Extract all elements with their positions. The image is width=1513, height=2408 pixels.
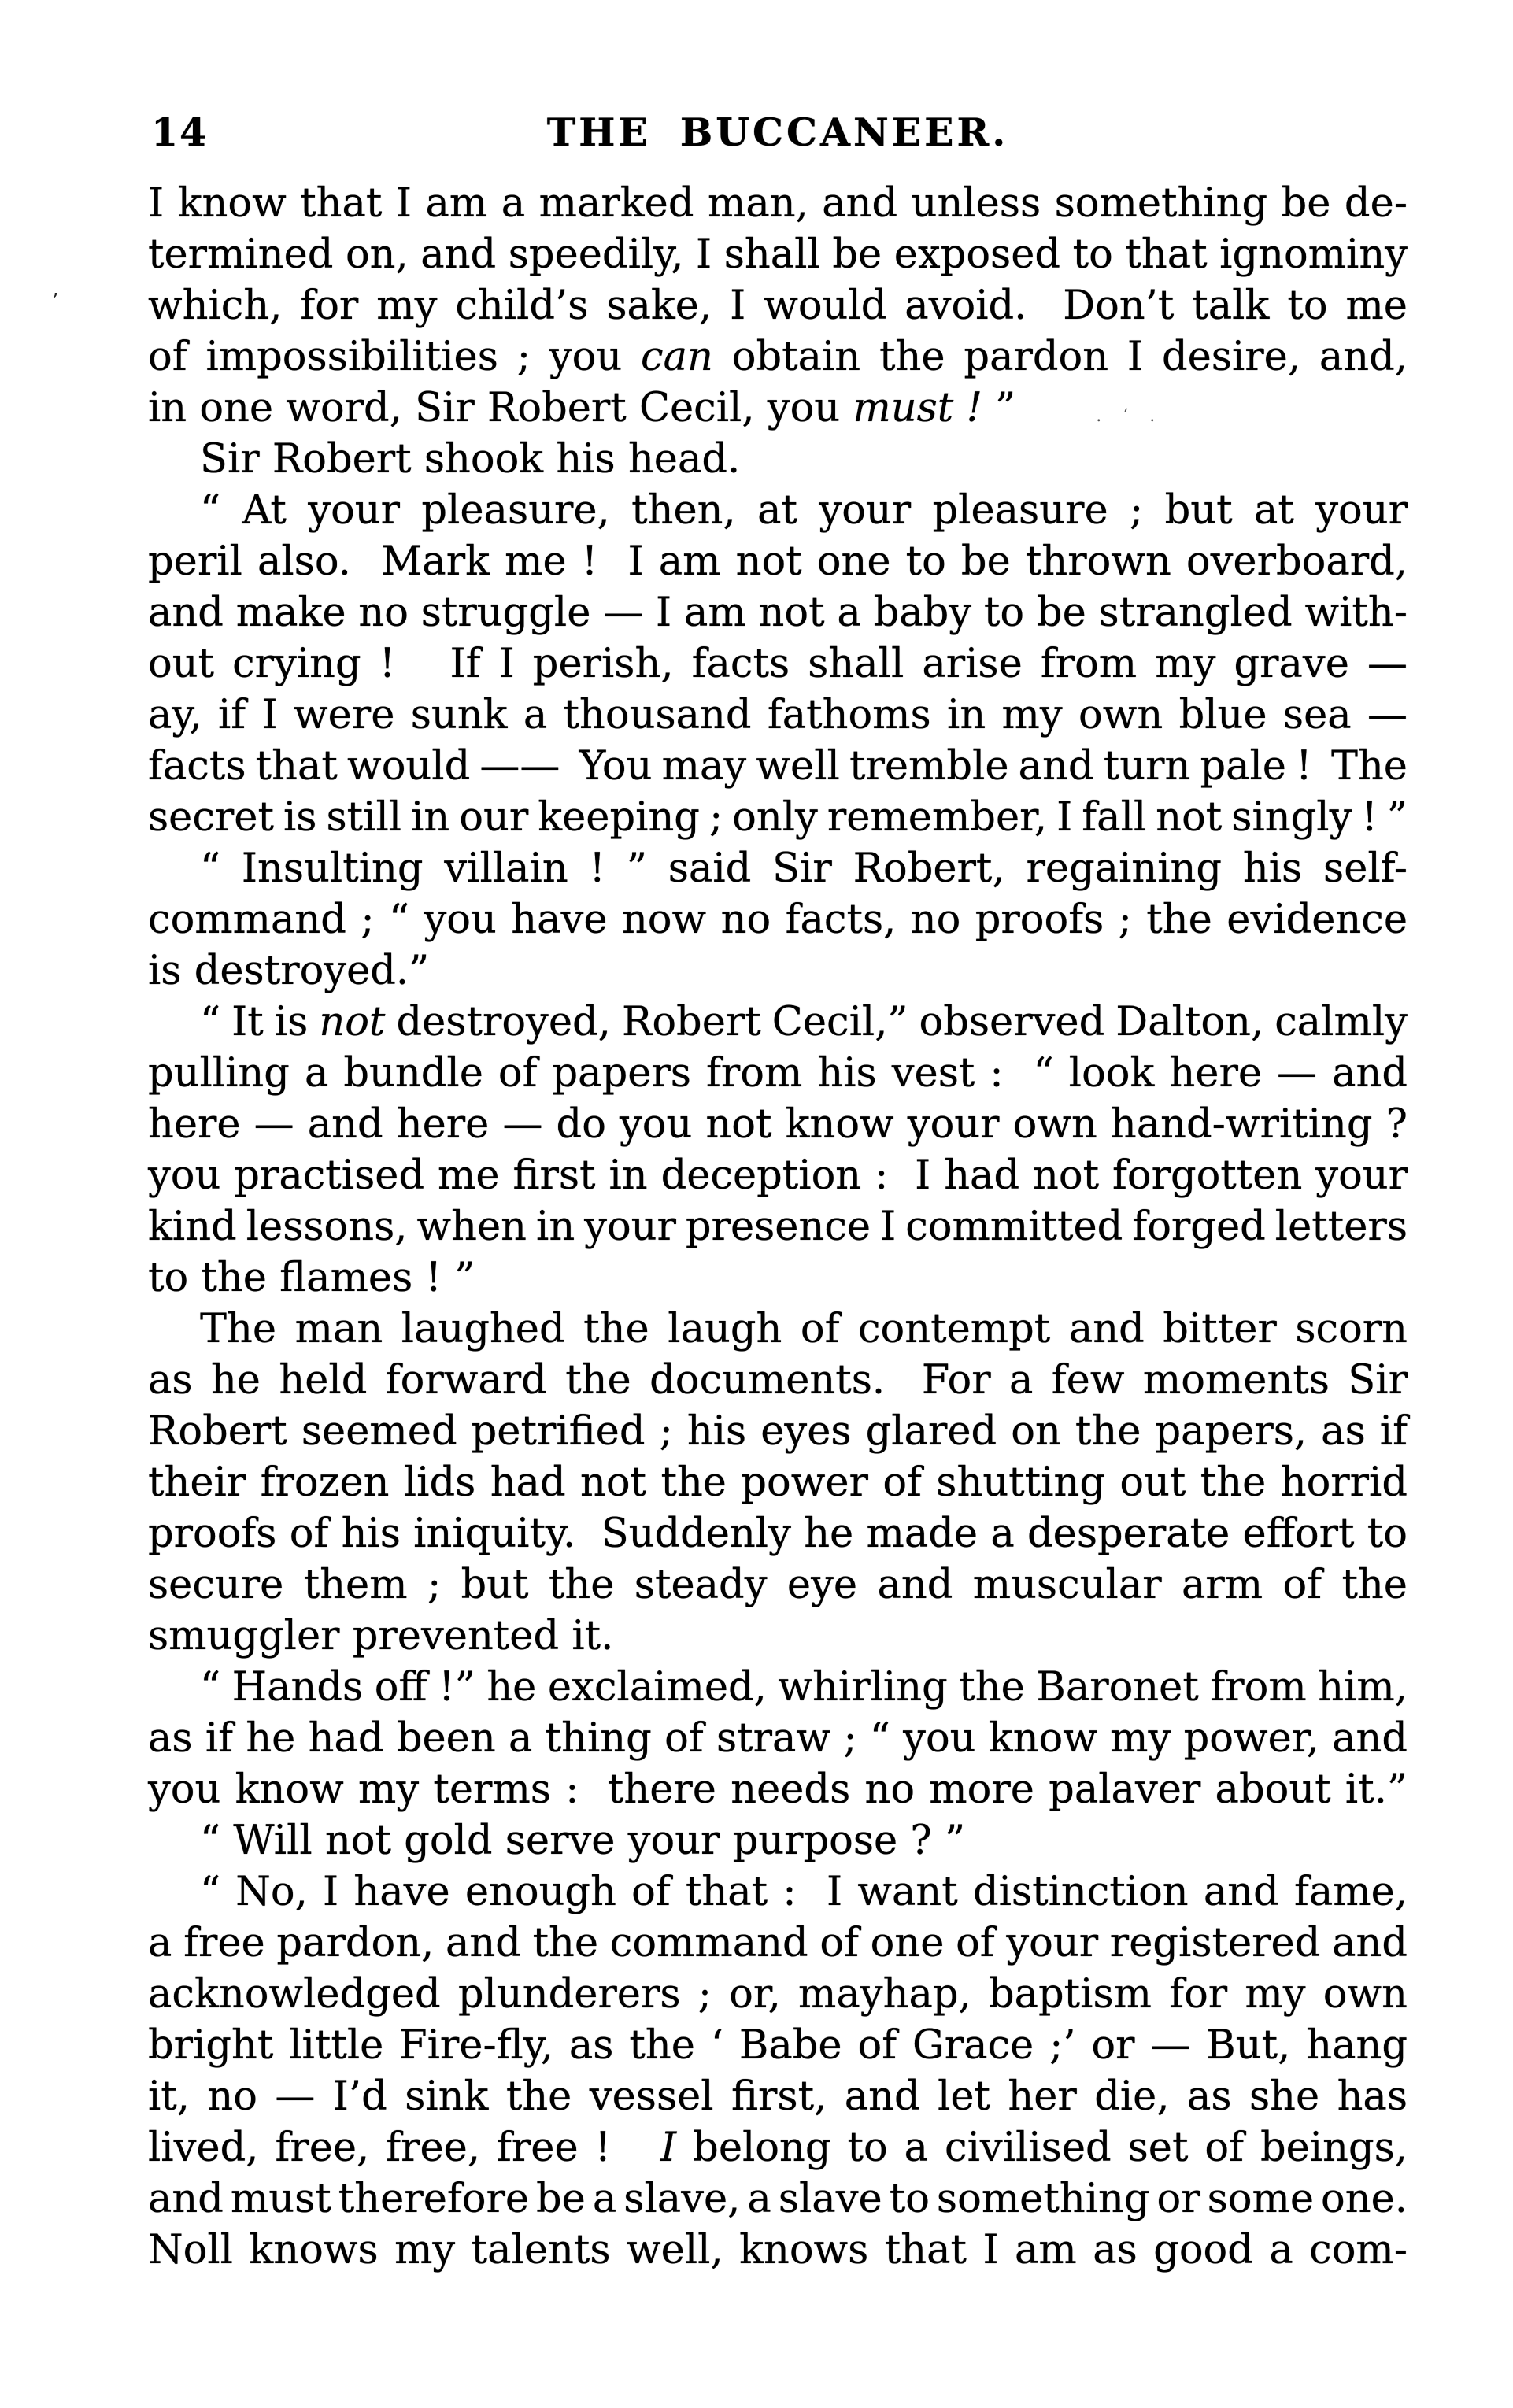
italic-text: must ! xyxy=(853,385,982,431)
text-line xyxy=(148,383,1408,434)
text-segment: “ At your pleasure, then, at your pleasure ; but at your xyxy=(200,487,1408,534)
text-line xyxy=(148,178,1408,229)
italic-text: can xyxy=(641,334,713,380)
line-content xyxy=(200,1818,965,1864)
text-segment: a free pardon, and the command of one of your registered and xyxy=(148,1920,1408,1966)
text-segment: it, no — I’d sink the vessel first, and let her die, as she has xyxy=(148,2073,1408,2120)
text-line xyxy=(148,1713,1408,1764)
text-segment: “ Will not gold serve your purpose ? ” xyxy=(200,1818,966,1864)
text-segment: kind lessons, when in your presence I committed forged letters xyxy=(148,1204,1408,1250)
line-content xyxy=(200,436,740,483)
line-content xyxy=(148,538,1408,585)
italic-text: not xyxy=(319,999,386,1045)
text-segment: acknowledged plunderers ; or, mayhap, baptism for my own xyxy=(148,1971,1408,2018)
text-segment: obtain the pardon I desire, and, xyxy=(712,334,1408,380)
text-line xyxy=(148,1815,1408,1866)
line-content xyxy=(148,2073,1408,2120)
text-segment: “ No, I have enough of that : I want distinction and fame, xyxy=(200,1869,1408,1915)
line-content xyxy=(148,897,1408,943)
text-segment: The man laughed the laugh of contempt and bitter scorn xyxy=(200,1306,1408,1352)
text-line xyxy=(148,587,1408,638)
text-line xyxy=(148,1866,1408,1918)
page-number: 14 xyxy=(151,109,209,155)
text-segment: proofs of his iniquity. Suddenly he made a desperate effort to xyxy=(148,1511,1408,1557)
line-content xyxy=(148,1766,1408,1813)
text-line xyxy=(148,997,1408,1048)
text-segment: smuggler prevented it. xyxy=(148,1613,614,1659)
line-content xyxy=(148,385,1163,431)
text-segment: is destroyed.” xyxy=(148,948,430,994)
text-segment: you practised me first in deception : I had not forgotten your xyxy=(148,1152,1408,1199)
text-line xyxy=(148,2071,1408,2122)
text-segment: “ Hands off !” he exclaimed, whirling the Baronet from him, xyxy=(200,1664,1408,1711)
line-content xyxy=(148,590,1408,636)
text-segment: termined on, and speedily, I shall be exposed to that ignominy xyxy=(148,231,1408,278)
text-line xyxy=(148,945,1408,997)
text-line xyxy=(148,843,1408,894)
text-line xyxy=(148,2020,1408,2071)
line-content xyxy=(148,1511,1408,1557)
line-content xyxy=(148,2227,1408,2273)
text-segment: bright little Fire-fly, as the ‘ Babe of Grace ;’ or — But, hang xyxy=(148,2022,1408,2069)
line-content xyxy=(148,1562,1408,1608)
text-segment: secret is still in our keeping ; only remember, I fall not singly ! ” xyxy=(148,794,1408,841)
text-line xyxy=(148,1457,1408,1508)
line-content xyxy=(148,1152,1408,1199)
line-content xyxy=(148,641,1408,687)
text-segment: in one word, Sir Robert Cecil, you xyxy=(148,385,853,431)
text-line xyxy=(148,1406,1408,1457)
line-content xyxy=(200,1306,1408,1352)
line-content xyxy=(148,948,429,994)
text-line xyxy=(148,331,1408,383)
text-line xyxy=(148,1559,1408,1611)
text-segment: “ Insulting villain ! ” said Sir Robert, regaining his self- xyxy=(200,845,1408,892)
text-segment: Sir Robert shook his head. xyxy=(200,436,741,483)
text-segment: secure them ; but the steady eye and muscular arm of the xyxy=(148,1562,1408,1608)
line-content xyxy=(148,692,1408,738)
text-segment: belong to a civilised set of beings, xyxy=(676,2125,1408,2171)
page-header xyxy=(148,109,1408,156)
line-content xyxy=(148,1101,1408,1148)
text-line xyxy=(148,2173,1408,2225)
body-text xyxy=(148,178,1408,2276)
text-segment: lived, free, free, free ! xyxy=(148,2125,661,2171)
text-line xyxy=(148,229,1408,280)
text-segment: here — and here — do you not know your own hand-writing ? xyxy=(148,1101,1408,1148)
text-line xyxy=(148,1662,1408,1713)
text-line xyxy=(148,1918,1408,1969)
text-line xyxy=(148,894,1408,945)
running-title: THE BUCCANEER. xyxy=(546,109,1009,155)
text-line xyxy=(148,1611,1408,1662)
text-line xyxy=(148,1048,1408,1099)
text-line xyxy=(148,485,1408,536)
text-line xyxy=(148,1969,1408,2020)
text-line xyxy=(148,1201,1408,1252)
line-content xyxy=(200,1869,1408,1915)
text-line xyxy=(148,280,1408,331)
italic-text: I xyxy=(660,2125,677,2171)
text-segment: their frozen lids had not the power of shutting out the horrid xyxy=(148,1459,1408,1506)
text-segment: Robert seemed petrified ; his eyes glared on the papers, as if xyxy=(148,1408,1408,1455)
line-content xyxy=(148,1971,1408,2018)
text-line xyxy=(148,2122,1408,2173)
text-segment: as if he had been a thing of straw ; “ you know my power, and xyxy=(148,1715,1408,1762)
line-content xyxy=(200,845,1408,892)
line-content xyxy=(200,1664,1408,1711)
text-line xyxy=(148,1150,1408,1201)
text-segment: pulling a bundle of papers from his vest : “ look here — and xyxy=(148,1050,1408,1097)
text-line xyxy=(148,1355,1408,1406)
text-segment: “ It is xyxy=(200,999,320,1045)
text-line xyxy=(148,1099,1408,1150)
text-line xyxy=(148,536,1408,587)
line-content xyxy=(200,487,1408,534)
line-content xyxy=(148,231,1408,278)
text-segment: I know that I am a marked man, and unless something be de- xyxy=(148,180,1408,227)
text-segment: destroyed, Robert Cecil,” observed Dalton, calmly xyxy=(385,999,1408,1045)
text-segment: peril also. Mark me ! I am not one to be thrown overboard, xyxy=(148,538,1408,585)
text-segment: which, for my child’s sake, I would avoid. Don’t talk to me xyxy=(148,283,1408,329)
text-line xyxy=(148,1304,1408,1355)
line-content xyxy=(148,1050,1408,1097)
line-content xyxy=(148,1255,475,1301)
line-content xyxy=(148,794,1408,841)
text-line xyxy=(148,638,1408,690)
text-line xyxy=(148,2225,1408,2276)
text-line xyxy=(148,434,1408,485)
text-segment: of impossibilities ; you xyxy=(148,334,642,380)
text-line xyxy=(148,690,1408,741)
line-content xyxy=(148,180,1408,227)
line-content xyxy=(148,334,1408,380)
text-segment: as he held forward the documents. For a few moments Sir xyxy=(148,1357,1408,1404)
line-content xyxy=(148,1459,1408,1506)
text-line xyxy=(148,1764,1408,1815)
line-content xyxy=(148,1613,613,1659)
line-content xyxy=(148,1715,1408,1762)
text-segment: ” xyxy=(982,385,1016,431)
line-content xyxy=(148,1408,1408,1455)
line-content xyxy=(148,2125,1408,2171)
text-segment: and make no struggle — I am not a baby to be strangled with- xyxy=(148,590,1408,636)
ink-marks: . ‘ . xyxy=(1015,406,1163,426)
text-segment: ay, if I were sunk a thousand fathoms in my own blue sea — xyxy=(148,692,1408,738)
line-content xyxy=(148,743,1408,790)
line-content xyxy=(148,1204,1408,1250)
line-content xyxy=(200,999,1408,1045)
line-content xyxy=(148,2022,1408,2069)
ink-speck: ’ xyxy=(52,290,59,313)
text-line xyxy=(148,1508,1408,1559)
text-segment: out crying ! If I perish, facts shall arise from my grave — xyxy=(148,641,1408,687)
line-content xyxy=(148,1357,1408,1404)
text-line xyxy=(148,741,1408,792)
text-segment: command ; “ you have now no facts, no proofs ; the evidence xyxy=(148,897,1408,943)
text-segment: to the flames ! ” xyxy=(148,1255,475,1301)
text-line xyxy=(148,1252,1408,1304)
line-content xyxy=(148,283,1408,329)
line-content xyxy=(148,2176,1408,2222)
line-content xyxy=(148,1920,1408,1966)
text-line xyxy=(148,792,1408,843)
text-segment: and must therefore be a slave, a slave to something or some one. xyxy=(148,2176,1408,2222)
text-segment: facts that would —— You may well tremble and turn pale ! The xyxy=(148,743,1408,790)
text-segment: you know my terms : there needs no more palaver about it.” xyxy=(148,1766,1408,1813)
text-segment: Noll knows my talents well, knows that I am as good a com- xyxy=(148,2227,1408,2273)
